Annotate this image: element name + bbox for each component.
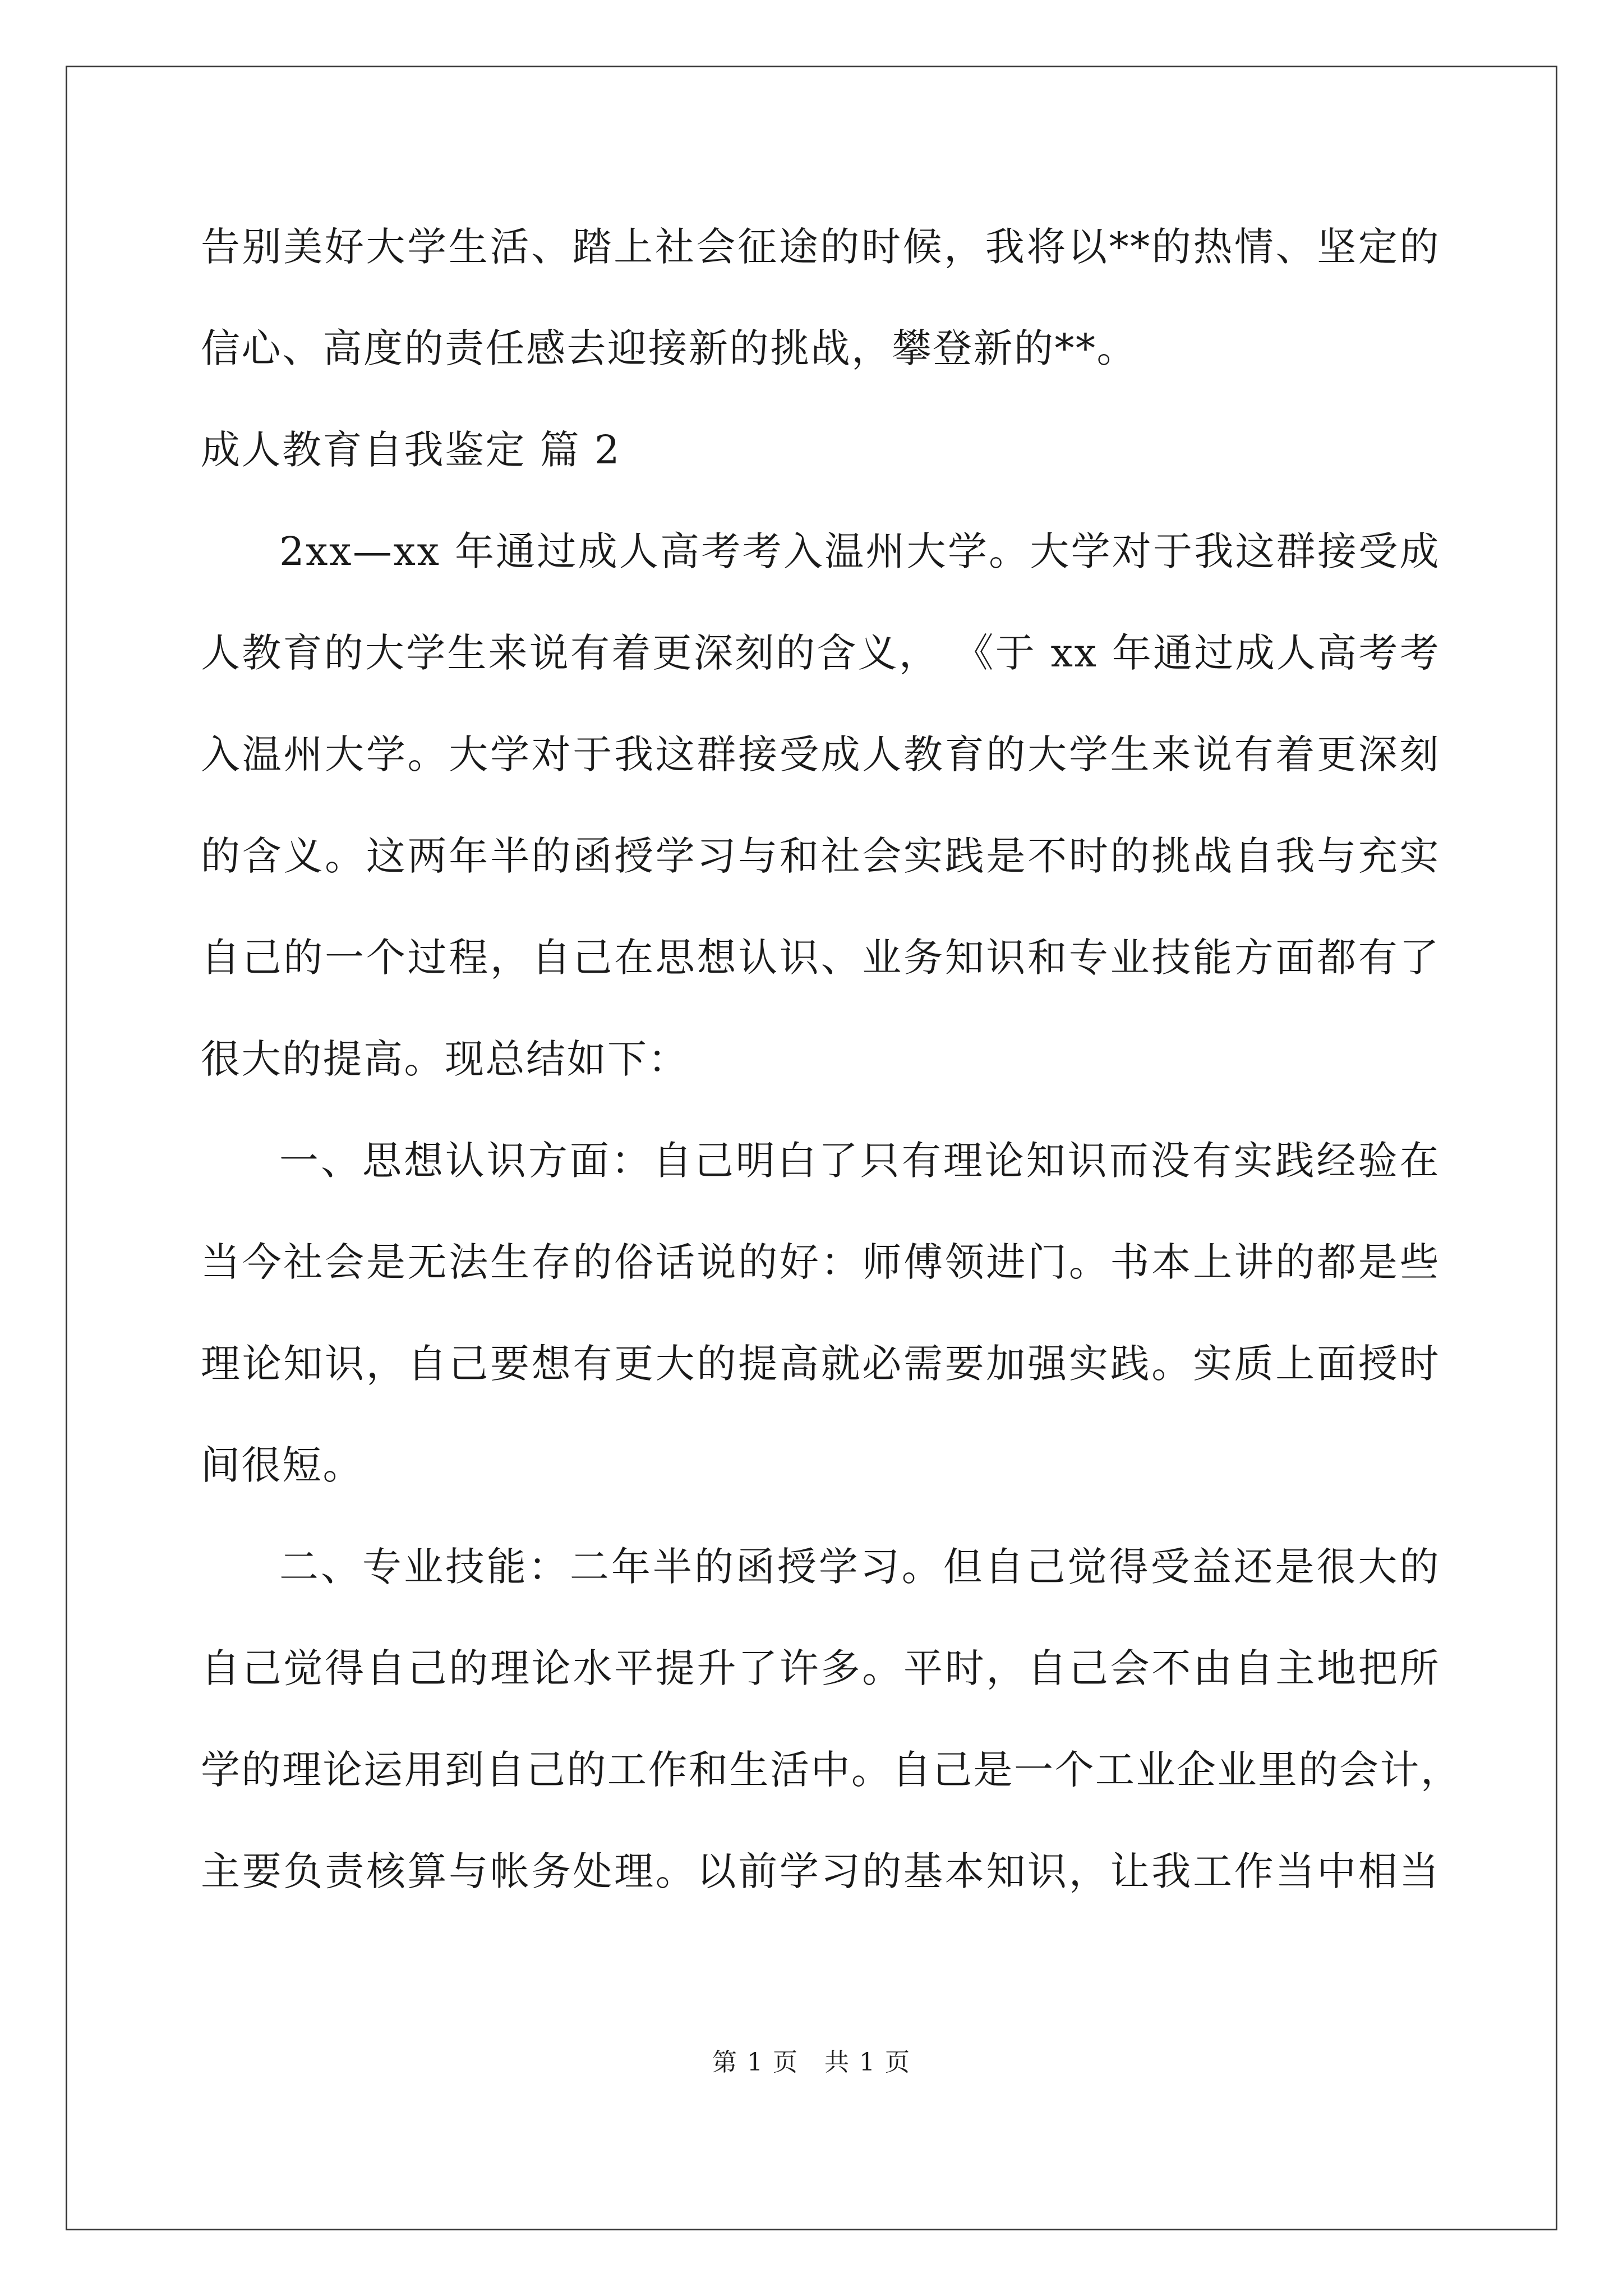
paragraph-line: 人教育的大学生来说有着更深刻的含义， 《于 xx 年通过成人高考考 (201, 630, 1440, 676)
paragraph-line: 间很短。 (201, 1442, 363, 1488)
paragraph-line: 二、专业技能：二年半的函授学习。但自己觉得受益还是很大的 (279, 1544, 1440, 1590)
document-body (201, 208, 1461, 1934)
paragraph-line: 入温州大学。大学对于我这群接受成人教育的大学生来说有着更深刻 (201, 731, 1440, 777)
paragraph-line: 自己觉得自己的理论水平提升了许多。平时，自己会不由自主地把所 (201, 1645, 1440, 1691)
paragraph-line: 一、思想认识方面：自己明白了只有理论知识而没有实践经验在 (279, 1138, 1440, 1184)
page-number-footer: 第 1 页 共 1 页 (712, 2048, 911, 2077)
paragraph-line: 理论知识，自己要想有更大的提高就必需要加强实践。实质上面授时 (201, 1341, 1440, 1387)
paragraph-line: 2xx—xx 年通过成人高考考入温州大学。大学对于我这群接受成 (279, 528, 1440, 574)
paragraph-line: 很大的提高。现总结如下： (201, 1036, 689, 1082)
paragraph-line: 当今社会是无法生存的俗话说的好：师傅领进门。书本上讲的都是些 (201, 1239, 1440, 1285)
paragraph-line: 的含义。这两年半的函授学习与和社会实践是不时的挑战自我与充实 (201, 833, 1440, 879)
paragraph-line: 告别美好大学生活、踏上社会征途的时候，我将以**的热情、坚定的 (201, 224, 1440, 270)
paragraph-line: 学的理论运用到自己的工作和生活中。自己是一个工业企业里的会计， (201, 1747, 1461, 1793)
section-heading: 成人教育自我鉴定 篇 2 (201, 427, 621, 473)
paragraph-line: 自己的一个过程，自己在思想认识、业务知识和专业技能方面都有了 (201, 935, 1440, 981)
paragraph-line: 主要负责核算与帐务处理。以前学习的基本知识，让我工作当中相当 (201, 1848, 1440, 1894)
paragraph-line: 信心、高度的责任感去迎接新的挑战，攀登新的**。 (201, 325, 1137, 371)
